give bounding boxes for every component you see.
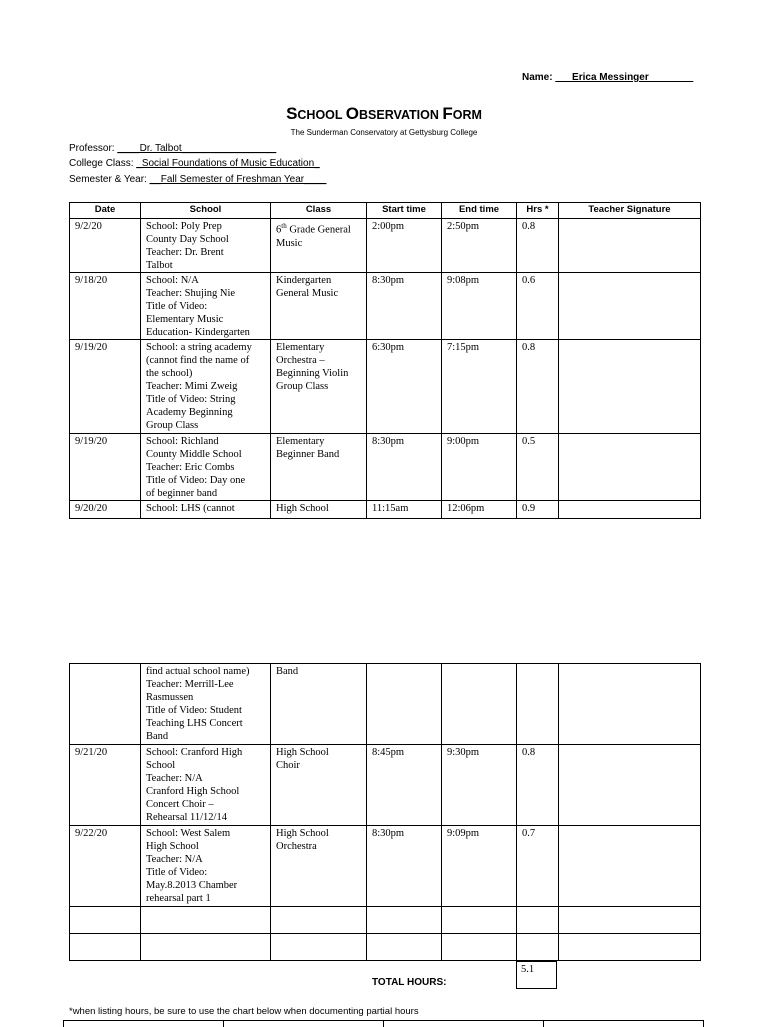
hours-cell: 0.9 — [517, 501, 559, 519]
class-cell-line: Choir — [276, 760, 300, 771]
class-cell-line: Band — [276, 666, 299, 677]
class-cell — [271, 826, 367, 907]
hours-cell — [517, 907, 559, 934]
school-cell-line: Cranford High School — [146, 786, 240, 797]
header-school: School — [141, 203, 271, 219]
school-cell-line: Band — [146, 731, 169, 742]
school-cell — [141, 501, 271, 519]
total-hours-value: 5.1 — [516, 961, 557, 989]
table-row — [70, 501, 701, 519]
class-cell-line: Elementary — [276, 342, 325, 353]
teacher-signature-cell[interactable] — [559, 745, 701, 826]
hours-cell — [517, 934, 559, 961]
school-cell-line: the school) — [146, 368, 193, 379]
student-name-line — [522, 72, 693, 83]
date-cell: 9/19/20 — [70, 434, 141, 501]
hours-cell — [517, 664, 559, 745]
end-time-cell: 7:15pm — [442, 340, 517, 434]
school-cell-line: find actual school name) — [146, 666, 250, 677]
partial-hours-chart-edge — [63, 1020, 704, 1026]
class-cell-line: Beginning Violin — [276, 368, 349, 379]
start-time-cell: 8:30pm — [367, 434, 442, 501]
class-cell-line: Group Class — [276, 381, 329, 392]
header-class: Class — [271, 203, 367, 219]
table-row — [70, 934, 701, 961]
school-cell-line: Teacher: Dr. Brent — [146, 247, 224, 258]
school-cell-line: (cannot find the name of — [146, 355, 250, 366]
school-cell — [141, 934, 271, 961]
school-cell — [141, 219, 271, 273]
total-hours-label: TOTAL HOURS: — [372, 977, 447, 988]
school-cell-line: High School — [146, 841, 199, 852]
date-cell: 9/20/20 — [70, 501, 141, 519]
class-cell-line: Orchestra – — [276, 355, 325, 366]
teacher-signature-cell[interactable] — [559, 340, 701, 434]
end-time-cell: 2:50pm — [442, 219, 517, 273]
start-time-cell: 8:30pm — [367, 273, 442, 340]
class-cell-line: High School — [276, 747, 329, 758]
school-cell-line: Elementary Music — [146, 314, 224, 325]
school-cell — [141, 907, 271, 934]
semester-line — [69, 174, 326, 185]
school-cell-line: of beginner band — [146, 488, 218, 499]
title-word-form: FORM — [442, 104, 482, 123]
school-cell-line: Education- Kindergarten — [146, 327, 250, 338]
school-cell-line: School: Richland — [146, 436, 219, 447]
date-cell: 9/21/20 — [70, 745, 141, 826]
hours-cell: 0.8 — [517, 340, 559, 434]
school-cell-line: School: a string academy — [146, 342, 252, 353]
school-cell-line: Teacher: Merrill-Lee — [146, 679, 234, 690]
class-cell — [271, 934, 367, 961]
hours-cell: 0.6 — [517, 273, 559, 340]
class-cell — [271, 745, 367, 826]
school-cell-line: May.8.2013 Chamber — [146, 880, 238, 891]
school-cell-line: County Middle School — [146, 449, 242, 460]
form-subtitle: The Sunderman Conservatory at Gettysburg College — [290, 128, 478, 137]
school-cell-line: School: LHS (cannot — [146, 503, 235, 514]
school-cell — [141, 664, 271, 745]
date-cell — [70, 907, 141, 934]
title-word-school: SCHOOL — [286, 104, 346, 123]
end-time-cell: 9:09pm — [442, 826, 517, 907]
class-cell-line: Elementary — [276, 436, 325, 447]
college-class-value: _Social Foundations of Music Education_ — [136, 158, 320, 169]
table-row — [70, 434, 701, 501]
professor-label: Professor: — [69, 143, 118, 154]
start-time-cell — [367, 907, 442, 934]
table-row — [70, 745, 701, 826]
school-cell-line: Rasmussen — [146, 692, 194, 703]
class-cell — [271, 434, 367, 501]
school-cell-line: Title of Video: — [146, 867, 208, 878]
professor-line — [69, 143, 276, 154]
school-cell-line: Teacher: Shujing Nie — [146, 288, 236, 299]
school-cell-line: Teacher: Mimi Zweig — [146, 381, 238, 392]
school-cell-line: Title of Video: Day one — [146, 475, 246, 486]
school-cell-line: Teacher: N/A — [146, 854, 203, 865]
end-time-cell: 9:00pm — [442, 434, 517, 501]
table-row — [70, 664, 701, 745]
school-cell — [141, 434, 271, 501]
school-cell-line: Academy Beginning — [146, 407, 233, 418]
start-time-cell: 11:15am — [367, 501, 442, 519]
school-cell-line: Talbot — [146, 260, 173, 271]
student-name-value: ___Erica Messinger________ — [555, 72, 694, 83]
start-time-cell: 8:30pm — [367, 826, 442, 907]
class-cell — [271, 907, 367, 934]
class-cell-line: Beginner Band — [276, 449, 340, 460]
school-cell-line: School: West Salem — [146, 828, 231, 839]
class-cell — [271, 501, 367, 519]
class-cell-line: Orchestra — [276, 841, 317, 852]
school-cell — [141, 273, 271, 340]
school-cell-line: School: N/A — [146, 275, 199, 286]
school-cell-line: School: Cranford High — [146, 747, 243, 758]
end-time-cell — [442, 934, 517, 961]
table-row — [70, 826, 701, 907]
class-cell-line: 6th Grade General — [276, 222, 351, 236]
table-row — [70, 273, 701, 340]
name-label: Name: — [522, 72, 556, 83]
school-cell-line: Group Class — [146, 420, 199, 431]
college-class-line — [69, 158, 320, 169]
observation-table-page1 — [69, 202, 701, 519]
hours-cell: 0.5 — [517, 434, 559, 501]
date-cell: 9/22/20 — [70, 826, 141, 907]
semester-label: Semester & Year: — [69, 174, 150, 185]
professor-value: ____Dr. Talbot_________________ — [117, 143, 277, 154]
hours-cell: 0.8 — [517, 219, 559, 273]
semester-value: __Fall Semester of Freshman Year____ — [149, 174, 327, 185]
teacher-signature-cell[interactable] — [559, 434, 701, 501]
teacher-signature-cell[interactable] — [559, 907, 701, 934]
date-cell: 9/2/20 — [70, 219, 141, 273]
college-class-label: College Class: — [69, 158, 137, 169]
school-cell-line: Concert Choir – — [146, 799, 214, 810]
hours-footnote: *when listing hours, be sure to use the chart below when documenting partial hours — [69, 1006, 419, 1017]
school-cell-line: County Day School — [146, 234, 229, 245]
school-cell-line: Rehearsal 11/12/14 — [146, 812, 227, 823]
header-date: Date — [70, 203, 141, 219]
table-row — [70, 219, 701, 273]
end-time-cell — [442, 907, 517, 934]
header-hours: Hrs * — [517, 203, 559, 219]
start-time-cell: 6:30pm — [367, 340, 442, 434]
class-cell — [271, 664, 367, 745]
date-cell: 9/19/20 — [70, 340, 141, 434]
school-cell-line: Title of Video: String — [146, 394, 236, 405]
class-cell-line: General Music — [276, 288, 339, 299]
header-teacher-signature: Teacher Signature — [559, 203, 701, 219]
class-cell — [271, 219, 367, 273]
date-cell — [70, 664, 141, 745]
start-time-cell — [367, 664, 442, 745]
class-cell-line: Kindergarten — [276, 275, 332, 286]
title-word-observation: OBSERVATION — [345, 104, 443, 123]
end-time-cell: 12:06pm — [442, 501, 517, 519]
school-cell-line: Teacher: N/A — [146, 773, 203, 784]
school-cell-line: Teacher: Eric Combs — [146, 462, 235, 473]
school-cell-line: Title of Video: Student — [146, 705, 242, 716]
teacher-signature-cell[interactable] — [559, 273, 701, 340]
table-header-row — [70, 203, 701, 219]
start-time-cell: 2:00pm — [367, 219, 442, 273]
end-time-cell — [442, 664, 517, 745]
teacher-signature-cell[interactable] — [559, 934, 701, 961]
teacher-signature-cell[interactable] — [559, 501, 701, 519]
teacher-signature-cell[interactable] — [559, 826, 701, 907]
school-cell-line: School — [146, 760, 176, 771]
school-cell-line: Teaching LHS Concert — [146, 718, 243, 729]
class-cell — [271, 273, 367, 340]
header-start-time: Start time — [367, 203, 442, 219]
observation-table-page2 — [69, 663, 701, 961]
school-cell-line: Title of Video: — [146, 301, 208, 312]
hours-cell: 0.8 — [517, 745, 559, 826]
school-cell — [141, 340, 271, 434]
table-row — [70, 907, 701, 934]
school-cell — [141, 826, 271, 907]
school-cell-line: rehearsal part 1 — [146, 893, 211, 904]
end-time-cell: 9:08pm — [442, 273, 517, 340]
class-cell-line: High School — [276, 828, 329, 839]
school-cell — [141, 745, 271, 826]
start-time-cell — [367, 934, 442, 961]
table-row — [70, 340, 701, 434]
hours-cell: 0.7 — [517, 826, 559, 907]
school-cell-line: School: Poly Prep — [146, 221, 222, 232]
form-title — [0, 104, 768, 124]
teacher-signature-cell[interactable] — [559, 219, 701, 273]
class-cell-line: High School — [276, 503, 329, 514]
header-end-time: End time — [442, 203, 517, 219]
date-cell: 9/18/20 — [70, 273, 141, 340]
start-time-cell: 8:45pm — [367, 745, 442, 826]
teacher-signature-cell[interactable] — [559, 664, 701, 745]
date-cell — [70, 934, 141, 961]
end-time-cell: 9:30pm — [442, 745, 517, 826]
class-cell-line: Music — [276, 237, 303, 249]
class-cell — [271, 340, 367, 434]
